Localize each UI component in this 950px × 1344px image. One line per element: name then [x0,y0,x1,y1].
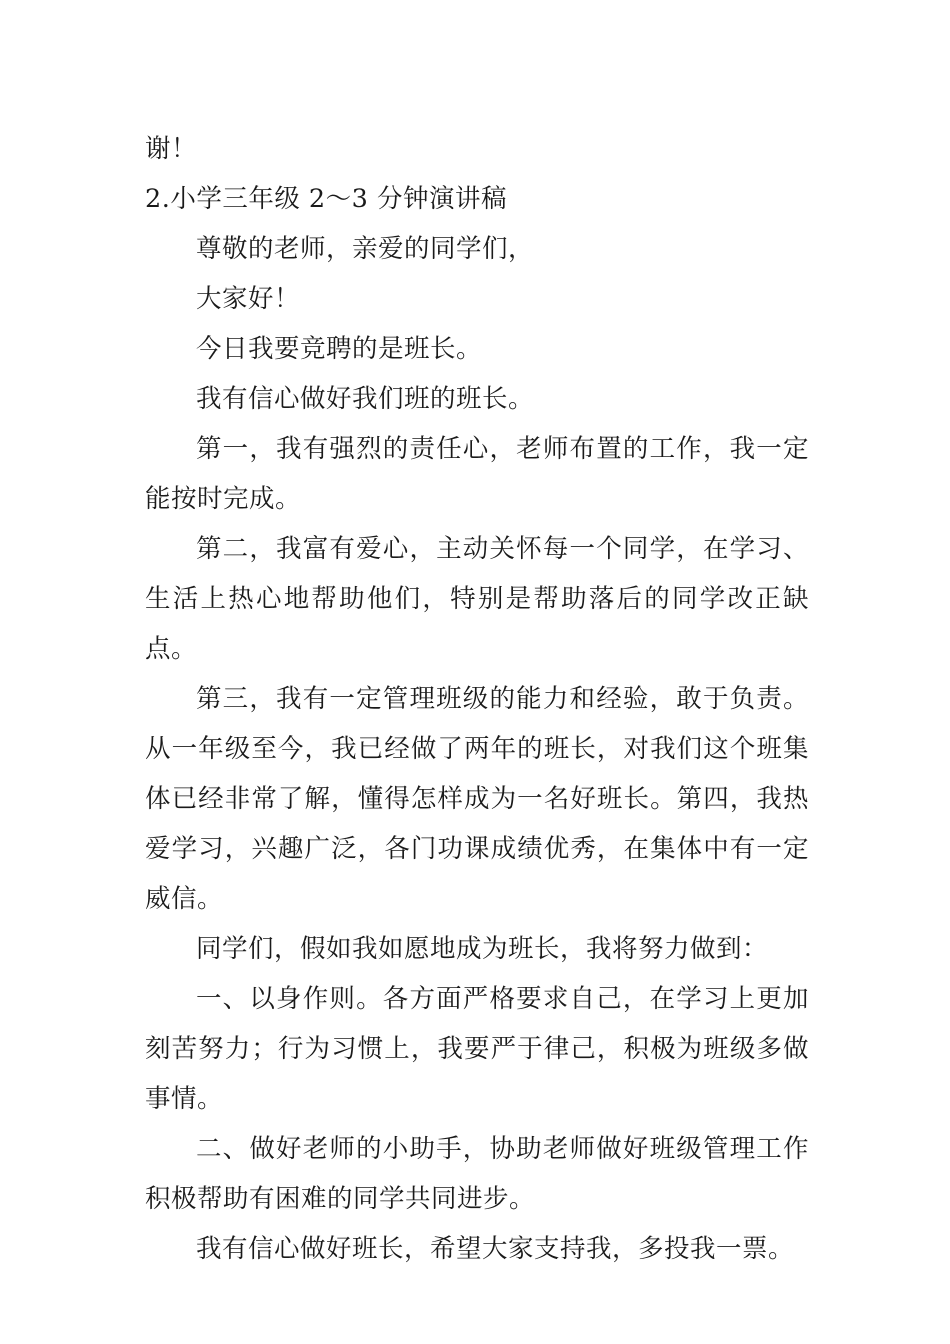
paragraph-second-point: 第二，我富有爱心，主动关怀每一个同学，在学习、生活上热心地帮助他们，特别是帮助落后的同学改正缺点。 [145,534,809,664]
paragraph-position: 今日我要竞聘的是班长。 [196,334,483,364]
paragraph-closing: 我有信心做好班长，希望大家支持我，多投我一票。 [196,1234,795,1264]
document-body [145,124,809,1274]
section-heading: 2.小学三年级 2～3 分钟演讲稿 [145,184,507,214]
paragraph-promise-two: 二、做好老师的小助手，协助老师做好班级管理工作积极帮助有困难的同学共同进步。 [145,1134,809,1214]
paragraph-promise-intro: 同学们，假如我如愿地成为班长，我将努力做到： [196,934,769,964]
paragraph-hello: 大家好！ [196,284,301,314]
previous-page-fragment: 谢！ [145,134,198,164]
paragraph-promise-one: 一、以身作则。各方面严格要求自己，在学习上更加刻苦努力；行为习惯上，我要严于律己，积极为班级多做事情。 [145,984,809,1114]
paragraph-third-fourth-point: 第三，我有一定管理班级的能力和经验，敢于负责。从一年级至今，我已经做了两年的班长，对我们这个班集体已经非常了解，懂得怎样成为一名好班长。第四，我热爱学习，兴趣广泛，各门功课成绩优秀，在集体中有一定威信。 [145,684,809,914]
paragraph-greeting: 尊敬的老师，亲爱的同学们， [196,234,535,264]
paragraph-first-point: 第一，我有强烈的责任心，老师布置的工作，我一定能按时完成。 [145,434,809,514]
paragraph-confidence: 我有信心做好我们班的班长。 [196,384,535,414]
